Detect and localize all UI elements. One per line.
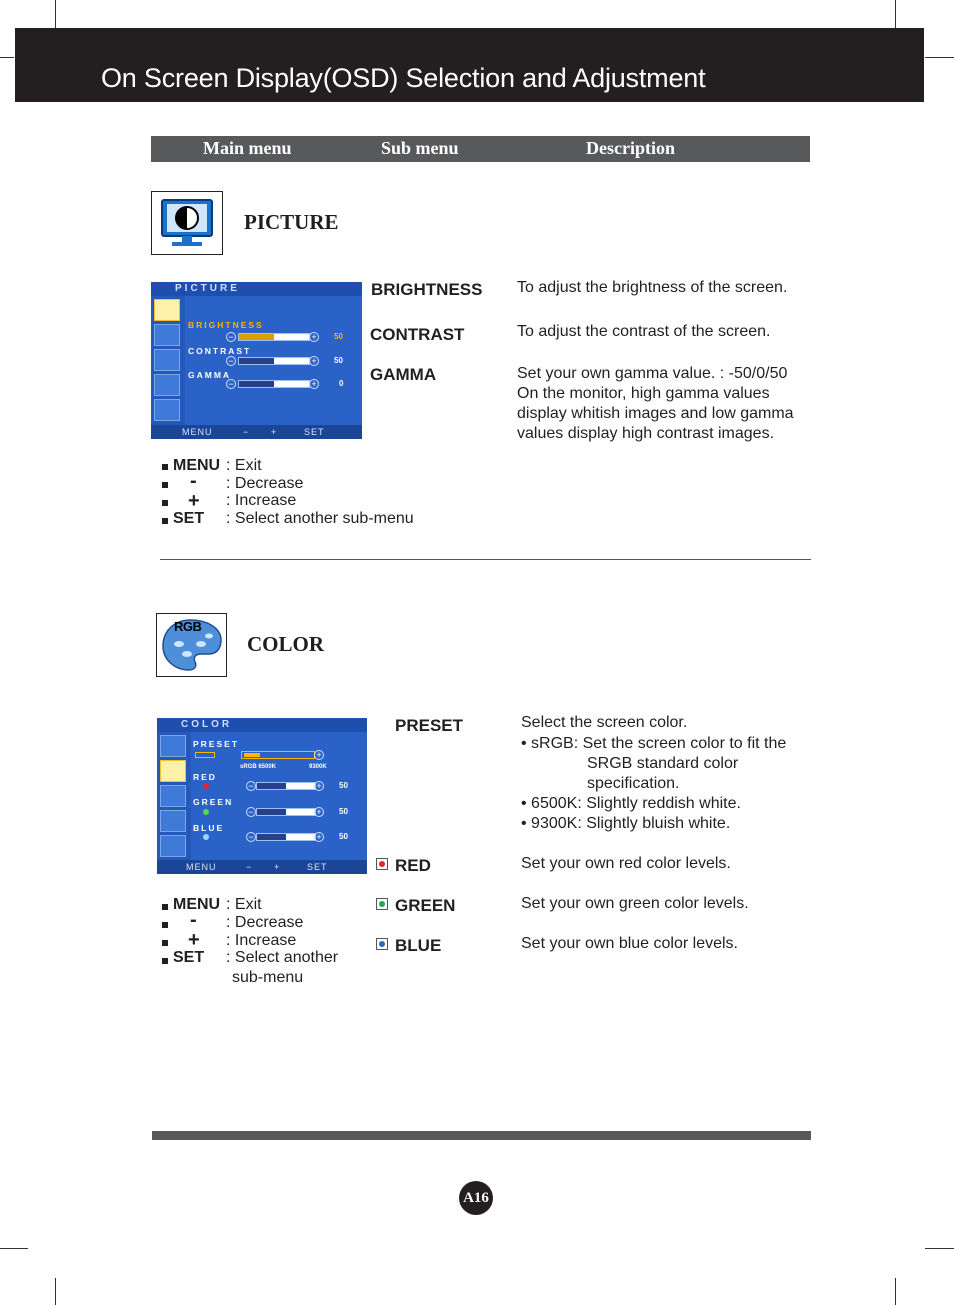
desc-preset-6500k: • 6500K: Slightly reddish white. <box>521 795 741 812</box>
osd-tab-picture <box>160 735 186 757</box>
color-section-title: COLOR <box>247 632 325 656</box>
blue-dot-icon <box>203 834 209 840</box>
osd-tab-setup <box>154 374 180 396</box>
blue-swatch-icon <box>376 938 388 950</box>
legend-text-exit: : Exit <box>226 457 262 474</box>
osd-value-contrast: 50 <box>334 356 343 365</box>
osd-label-contrast: CONTRAST <box>188 346 252 356</box>
plus-icon: + <box>309 379 319 389</box>
osd-bar-preset <box>241 751 315 759</box>
legend-text-increase: : Increase <box>226 492 297 509</box>
minus-icon: − <box>246 832 256 842</box>
crop-mark <box>55 1278 56 1305</box>
minus-icon: − <box>246 807 256 817</box>
osd-value-blue: 50 <box>339 832 348 841</box>
osd-value-red: 50 <box>339 781 348 790</box>
desc-gamma-2: On the monitor, high gamma values <box>517 385 770 402</box>
osd-preset-tick-end: 9300K <box>309 764 327 770</box>
osd-tab-color <box>160 760 186 782</box>
desc-gamma-3: display whitish images and low gamma <box>517 405 794 422</box>
submenu-contrast: CONTRAST <box>370 325 465 344</box>
crop-mark <box>55 0 56 28</box>
plus-icon: + <box>309 356 319 366</box>
picture-section-title: PICTURE <box>244 210 339 234</box>
osd-tab-color <box>154 324 180 346</box>
legend-text-increase: : Increase <box>226 932 297 949</box>
osd-bar-brightness <box>238 333 310 341</box>
desc-green: Set your own green color levels. <box>521 895 749 912</box>
osd-sidebar <box>151 296 185 425</box>
picture-menu-icon <box>151 191 223 255</box>
legend-key-menu: MENU <box>173 457 221 474</box>
submenu-brightness: BRIGHTNESS <box>371 280 483 299</box>
desc-preset-srgb-1: • sRGB: Set the screen color to fit the <box>521 735 787 752</box>
legend-text-exit: : Exit <box>226 896 262 913</box>
red-swatch-icon <box>376 858 388 870</box>
column-sub-menu: Sub menu <box>381 138 459 158</box>
legend-text-select: : Select another <box>226 949 339 966</box>
desc-gamma-4: values display high contrast images. <box>517 425 775 442</box>
footer-bar <box>152 1131 811 1140</box>
plus-icon: + <box>314 807 324 817</box>
desc-preset-srgb-2: SRGB standard color <box>587 755 739 772</box>
plus-icon: + <box>314 781 324 791</box>
crop-mark <box>925 1248 954 1249</box>
preset-arrow-icon <box>195 752 215 758</box>
section-divider <box>160 559 811 560</box>
desc-blue: Set your own blue color levels. <box>521 935 738 952</box>
bullet-icon <box>162 922 168 928</box>
legend-key-minus: - <box>190 909 197 931</box>
picture-osd-screenshot <box>151 282 362 439</box>
bullet-icon <box>162 904 168 910</box>
osd-tab-setup <box>160 810 186 832</box>
osd-tab-tracking <box>154 349 180 371</box>
osd-tab-picture <box>154 299 180 321</box>
page-number: A16 <box>459 1181 493 1215</box>
legend-key-plus: + <box>188 929 200 951</box>
osd-tab-gear <box>154 399 180 421</box>
green-swatch-icon <box>376 898 388 910</box>
osd-label-green: GREEN <box>193 797 234 807</box>
submenu-red: RED <box>395 856 431 875</box>
crop-mark <box>925 57 954 58</box>
monitor-icon <box>152 192 222 254</box>
osd-header: PICTURE <box>151 282 362 296</box>
legend-text-decrease: : Decrease <box>226 914 304 931</box>
desc-brightness: To adjust the brightness of the screen. <box>517 279 788 296</box>
legend-text-decrease: : Decrease <box>226 475 304 492</box>
osd-value-green: 50 <box>339 807 348 816</box>
rgb-icon-label: RGB <box>174 619 202 634</box>
green-dot-icon <box>203 809 209 815</box>
bullet-icon <box>162 464 168 470</box>
crop-mark <box>0 1248 28 1249</box>
bullet-icon <box>162 482 168 488</box>
osd-label-preset: PRESET <box>193 739 240 749</box>
color-osd-screenshot <box>157 718 367 874</box>
osd-sidebar <box>157 732 191 860</box>
page-title: On Screen Display(OSD) Selection and Adjustment <box>101 63 706 93</box>
bullet-icon <box>162 958 168 964</box>
color-menu-icon <box>156 613 227 677</box>
osd-bar-contrast <box>238 357 310 365</box>
red-dot-icon <box>203 783 209 789</box>
plus-icon: + <box>314 832 324 842</box>
bullet-icon <box>162 940 168 946</box>
osd-header: COLOR <box>157 718 367 732</box>
osd-label-red: RED <box>193 772 217 782</box>
osd-preset-ticks: sRGB 6500K <box>240 764 277 770</box>
desc-contrast: To adjust the contrast of the screen. <box>517 323 771 340</box>
minus-icon: − <box>246 781 256 791</box>
osd-label-brightness: BRIGHTNESS <box>188 320 264 330</box>
osd-value-brightness: 50 <box>334 332 343 341</box>
submenu-gamma: GAMMA <box>370 365 437 384</box>
crop-mark <box>895 0 896 28</box>
crop-mark <box>0 57 14 58</box>
submenu-blue: BLUE <box>395 936 442 955</box>
legend-key-menu: MENU <box>173 896 221 913</box>
osd-bar-gamma <box>238 380 310 388</box>
column-description: Description <box>586 138 675 158</box>
plus-icon: + <box>314 750 324 760</box>
desc-gamma-1: Set your own gamma value. : -50/0/50 <box>517 365 788 382</box>
legend-key-minus: - <box>190 470 197 492</box>
bullet-icon <box>162 518 168 524</box>
osd-bar-red <box>256 782 316 790</box>
desc-red: Set your own red color levels. <box>521 855 731 872</box>
osd-bar-green <box>256 808 316 816</box>
osd-tab-gear <box>160 835 186 857</box>
plus-icon: + <box>309 332 319 342</box>
bullet-icon <box>162 500 168 506</box>
minus-icon: − <box>226 379 236 389</box>
minus-icon: − <box>226 356 236 366</box>
minus-icon: − <box>226 332 236 342</box>
osd-tab-tracking <box>160 785 186 807</box>
osd-footer: MENU − + SET <box>157 860 367 874</box>
desc-preset-srgb-3: specification. <box>587 775 680 792</box>
column-main-menu: Main menu <box>203 138 292 158</box>
crop-mark <box>895 1278 896 1305</box>
desc-preset: Select the screen color. <box>521 714 688 731</box>
osd-bar-blue <box>256 833 316 841</box>
legend-text-submenu: sub-menu <box>232 969 304 986</box>
legend-text-select: : Select another sub-menu <box>226 510 414 527</box>
submenu-preset: PRESET <box>395 716 464 735</box>
submenu-green: GREEN <box>395 896 456 915</box>
legend-key-plus: + <box>188 490 200 512</box>
legend-key-set: SET <box>173 510 205 527</box>
osd-label-gamma: GAMMA <box>188 370 232 380</box>
osd-label-blue: BLUE <box>193 823 225 833</box>
desc-preset-9300k: • 9300K: Slightly bluish white. <box>521 815 731 832</box>
legend-key-set: SET <box>173 949 205 966</box>
osd-footer: MENU − + SET <box>151 425 362 439</box>
osd-value-gamma: 0 <box>339 379 344 388</box>
